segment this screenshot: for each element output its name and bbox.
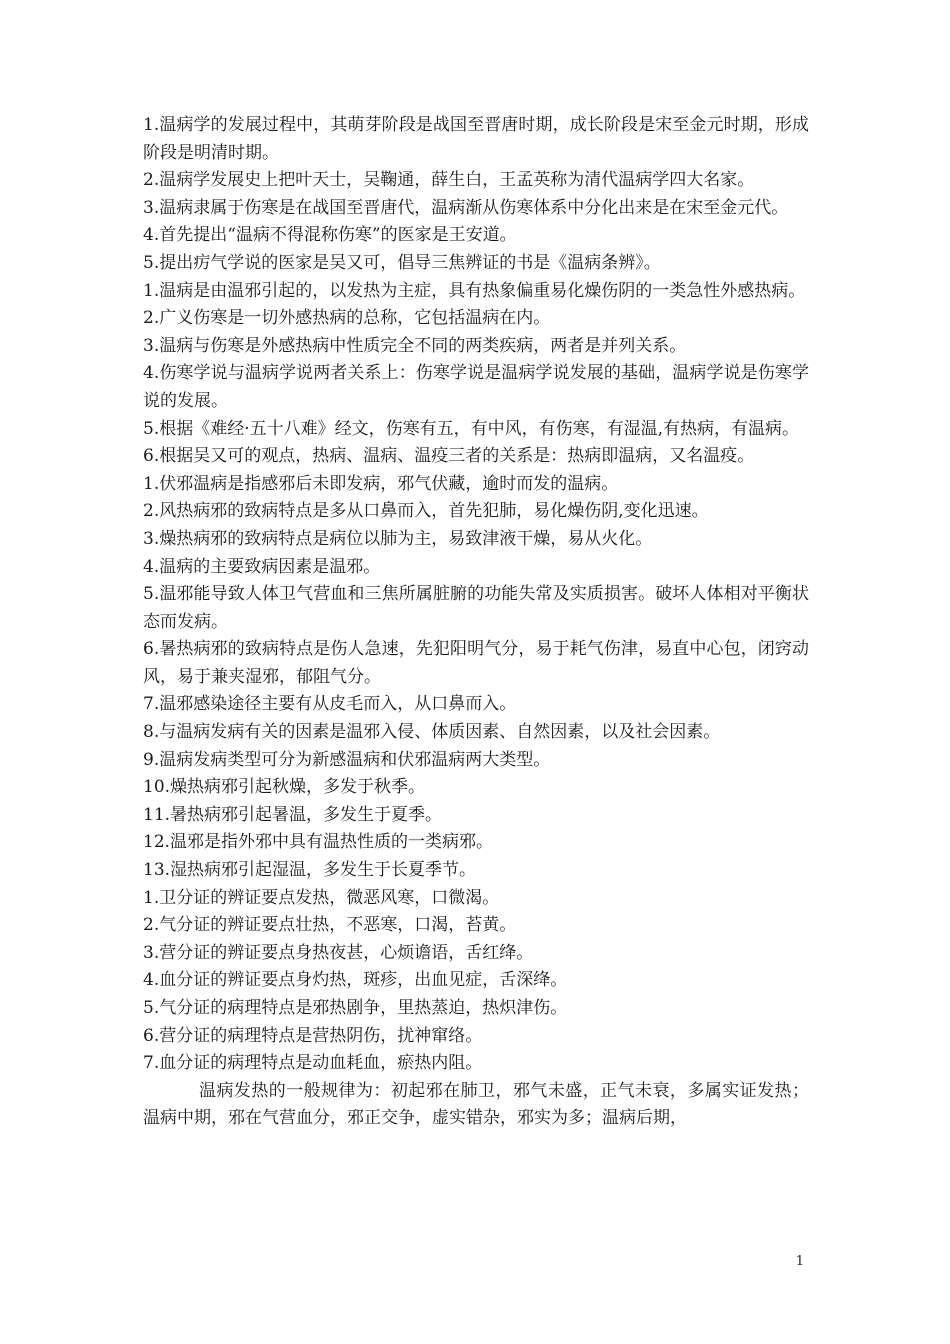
- text-line: 3.温病与伤寒是外感热病中性质完全不同的两类疾病，两者是并列关系。: [143, 335, 687, 356]
- text-line: 2.广义伤寒是一切外感热病的总称，它包括温病在内。: [143, 308, 551, 329]
- text-line: 3.营分证的辨证要点身热夜甚，心烦谵语，舌红绛。: [143, 942, 534, 963]
- text-line: 1.温病是由温邪引起的，以发热为主症，具有热象偏重易化燥伤阴的一类急性外感热病。: [143, 280, 806, 301]
- text-line: 13.湿热病邪引起湿温，多发生于长夏季节。: [143, 860, 477, 881]
- text-line: 5.气分证的病理特点是邪热剧争，里热蒸迫，热炽津伤。: [143, 998, 568, 1018]
- text-line: 7.血分证的病理特点是动血耗血，瘀热内阻。: [143, 1053, 483, 1074]
- text-line: 6.暑热病邪的致病特点是伤人急速，先犯阳明气分，易于耗气伤津，易直中心包，闭窍动风，易于兼夹湿邪，郁阻气分。: [143, 639, 809, 687]
- text-line: 5.根据《难经·五十八难》经文，伤寒有五，有中风，有伤寒，有湿温,有热病，有温病。: [143, 418, 800, 439]
- text-line: 6.营分证的病理特点是营热阴伤，扰神窜络。: [143, 1025, 483, 1046]
- text-line: 1.温病学的发展过程中，其萌芽阶段是战国至晋唐时期，成长阶段是宋至金元时期，形成阶段是明清时期。: [143, 115, 809, 163]
- text-line: 4.血分证的辨证要点身灼热，斑疹，出血见症，舌深绛。: [143, 970, 568, 991]
- text-line: 12.温邪是指外邪中具有温热性质的一类病邪。: [143, 832, 494, 853]
- text-line: 10.燥热病邪引起秋燥，多发于秋季。: [143, 777, 426, 798]
- text-line: 7.温邪感染途径主要有从皮毛而入，从口鼻而入。: [143, 694, 517, 715]
- text-line: 2.温病学发展史上把叶天士，吴鞠通，薛生白，王孟英称为清代温病学四大名家。: [143, 170, 755, 191]
- text-line: 6.根据吴又可的观点，热病、温病、温疫三者的关系是：热病即温病，又名温疫。: [143, 446, 755, 467]
- text-line: 11.暑热病邪引起暑温，多发生于夏季。: [143, 804, 443, 825]
- text-line: 3.燥热病邪的致病特点是病位以肺为主，易致津液干燥，易从火化。: [143, 528, 653, 549]
- text-line: 3.温病隶属于伤寒是在战国至晋唐代，温病渐从伤寒体系中分化出来是在宋至金元代。: [143, 197, 789, 218]
- text-line: 1.卫分证的辨证要点发热，微恶风寒，口微渴。: [143, 887, 500, 908]
- text-line: 5.温邪能导致人体卫气营血和三焦所属脏腑的功能失常及实质损害。破坏人体相对平衡状态而发病。: [143, 584, 809, 632]
- text-line: 9.温病发病类型可分为新感温病和伏邪温病两大类型。: [143, 749, 551, 770]
- text-line: 5.提出疠气学说的医家是吴又可，倡导三焦辨证的书是《温病条辨》。: [143, 252, 661, 273]
- text-line: 2.气分证的辨证要点壮热，不恶寒，口渴，苔黄。: [143, 915, 517, 936]
- text-line: 4.伤寒学说与温病学说两者关系上：伤寒学说是温病学说发展的基础，温病学说是伤寒学说的发展。: [143, 363, 809, 411]
- text-line: 4.首先提出“温病不得混称伤寒”的医家是王安道。: [143, 225, 517, 246]
- text-line: 2.风热病邪的致病特点是多从口鼻而入，首先犯肺，易化燥伤阴,变化迅速。: [143, 501, 709, 522]
- text-line: 1.伏邪温病是指感邪后未即发病，邪气伏藏，逾时而发的温病。: [143, 473, 619, 494]
- text-line: 4.温病的主要致病因素是温邪。: [143, 556, 381, 577]
- closing-paragraph: 温病发热的一般规律为：初起邪在肺卫，邪气未盛，正气未衰，多属实证发热；温病中期，邪在气营血分，邪正交争，虚实错杂，邪实为多；温病后期，: [143, 1080, 809, 1129]
- document-body: [143, 112, 809, 1133]
- page-number: 1: [795, 1254, 804, 1269]
- text-line: 8.与温病发病有关的因素是温邪入侵、体质因素、自然因素，以及社会因素。: [143, 722, 721, 743]
